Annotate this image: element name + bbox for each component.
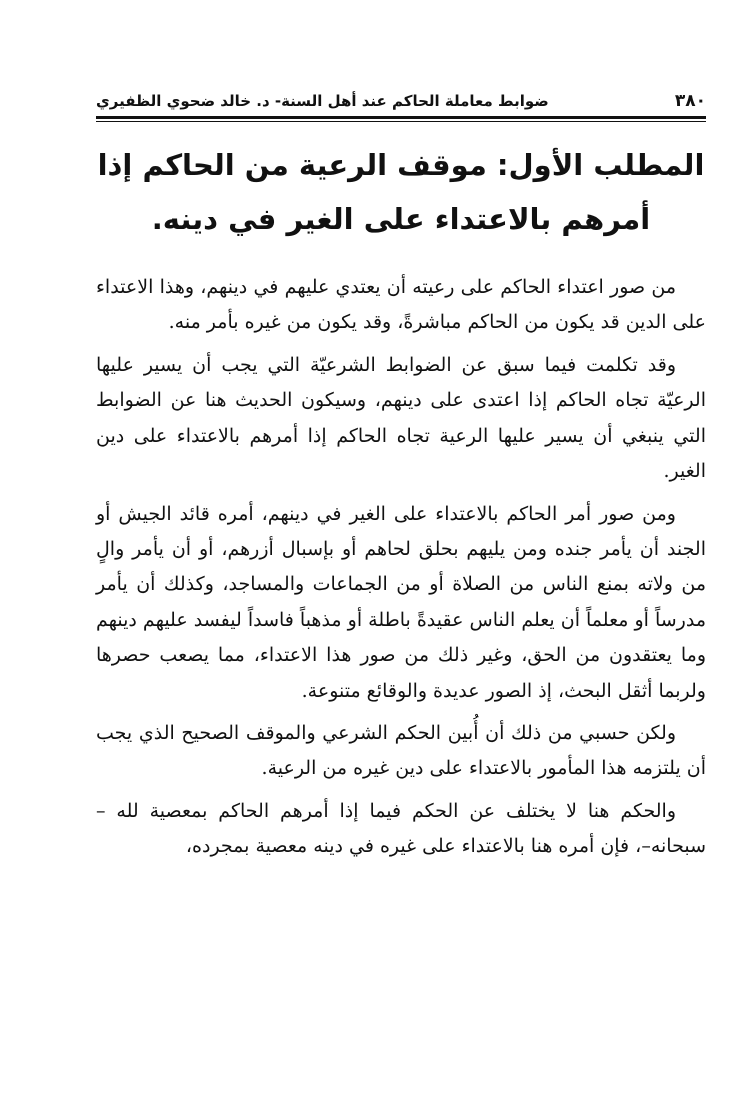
- running-title: ضوابط معاملة الحاكم عند أهل السنة- د. خالد ضحوي الظفيري: [96, 92, 549, 110]
- section-label: المطلب الأول:: [496, 148, 705, 182]
- book-page: [96, 88, 706, 865]
- section-title: موقف الرعية من الحاكم إذا أمرهم بالاعتداء على الغير في دينه.: [97, 148, 651, 236]
- running-header: [96, 88, 706, 114]
- body-text: [96, 270, 706, 865]
- header-rule-thin: [96, 121, 706, 122]
- paragraph: وقد تكلمت فيما سبق عن الضوابط الشرعيّة التي يجب أن يسير عليها الرعيّة تجاه الحاكم إذا اعتدى على دينهم، وسيكون الحديث هنا عن الضوابط التي ينبغي أن يسير عليها الرعية تجاه الحاكم إذا أمرهم بالاعتداء على دين الغير.: [96, 353, 706, 483]
- paragraph: والحكم هنا لا يختلف عن الحكم فيما إذا أمرهم الحاكم بمعصية لله –سبحانه–، فإن أمره هنا بالاعتداء على غيره في دينه معصية بمجرده،: [96, 799, 706, 858]
- page-number: ٣٨٠: [674, 91, 706, 111]
- header-rule: [96, 116, 706, 119]
- paragraph: ولكن حسبي من ذلك أن أُبين الحكم الشرعي والموقف الصحيح الذي يجب أن يلتزمه هذا المأمور بالاعتداء على دين غيره من الرعية.: [96, 721, 706, 780]
- paragraph: ومن صور أمر الحاكم بالاعتداء على الغير في دينهم، أمره قائد الجيش أو الجند أن يأمر جنده ومن يليهم بحلق لحاهم أو بإسبال أزرهم، أو أن يأمر والٍ من ولاته بمنع الناس من الصلاة أو من الجماعات والمساجد، وكذلك أن يأمر مدرساً أو معلماً أن يعلم الناس عقيدةً باطلة أو مذهباً فاسداً ليفسد عليهم دينهم وما يعتقدون من الحق، وغير ذلك من صور هذا الاعتداء، مما يصعب حصرها ولربما أثقل البحث، إذ الصور عديدة والوقائع متنوعة.: [96, 502, 706, 702]
- paragraph: من صور اعتداء الحاكم على رعيته أن يعتدي عليهم في دينهم، وهذا الاعتداء على الدين قد يكون من الحاكم مباشرةً، وقد يكون من غيره بأمر منه.: [96, 276, 706, 334]
- section-heading: [96, 138, 706, 246]
